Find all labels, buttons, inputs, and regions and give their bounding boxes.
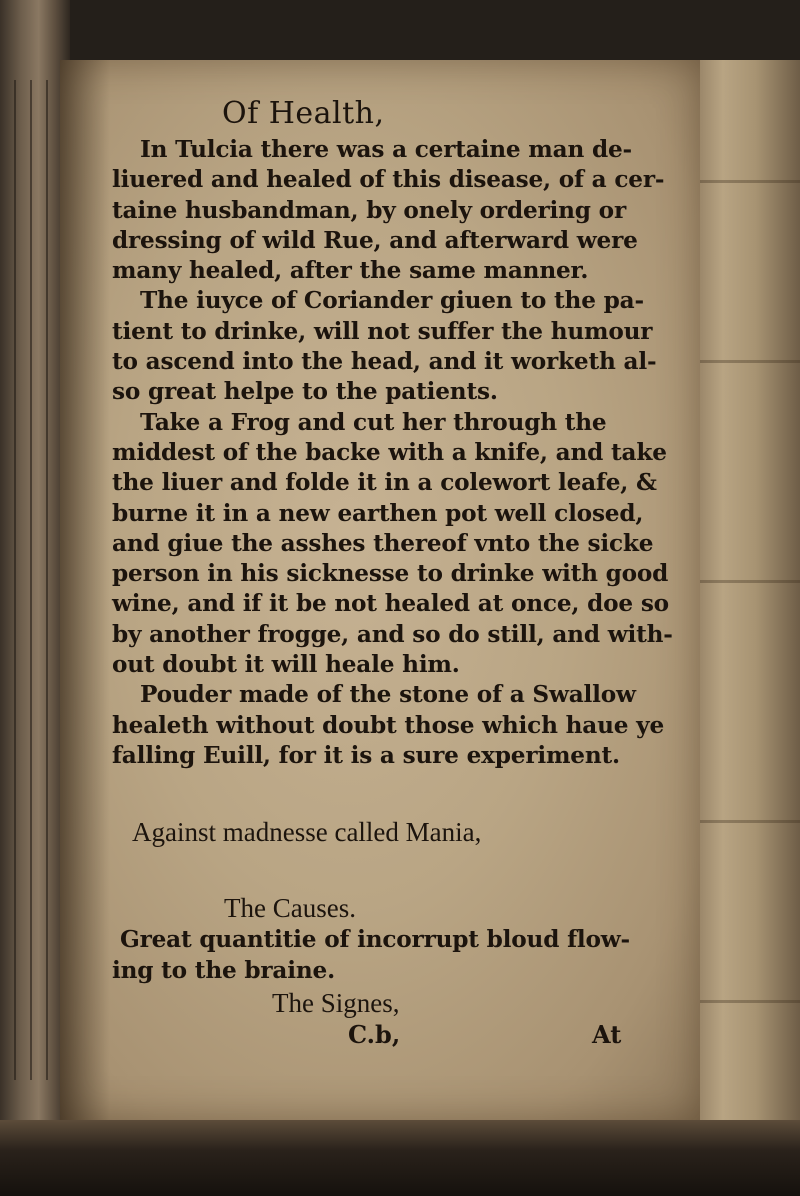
text-line: In Tulcia there was a certaine man de- (140, 136, 632, 163)
leaf-edge (46, 80, 48, 1080)
text-line: and giue the asshes thereof vnto the sicke (112, 529, 654, 557)
section-heading: Against madnesse called Mania, (132, 817, 482, 848)
paragraph-tulcia (112, 135, 672, 286)
page-text (112, 96, 672, 1054)
text-line: The iuyce of Coriander giuen to the pa- (140, 287, 644, 315)
text-line: ing to the braine. (112, 956, 335, 984)
text-line: many healed, after the same manner. (112, 257, 589, 285)
text-line: dressing of wild Rue, and afterward were (112, 226, 638, 254)
paragraph-causes (112, 925, 672, 986)
text-line: falling Euill, for it is a sure experiment. (112, 741, 620, 769)
text-line: person in his sicknesse to drinke with good (112, 560, 669, 588)
page-stripe (690, 580, 800, 583)
paragraph-frog (112, 408, 672, 681)
text-line: tient to drinke, will not suffer the humour (112, 317, 653, 345)
text-line: so great helpe to the patients. (112, 378, 498, 406)
leaf-edge (30, 80, 32, 1080)
text-line: taine husbandman, by onely ordering or (112, 196, 626, 224)
text-line: Take a Frog and cut her through the (140, 408, 607, 436)
page-stripe (690, 360, 800, 363)
signature-mark: C.b, (348, 1019, 401, 1049)
leaf-edge (14, 80, 16, 1080)
page-stripe (690, 180, 800, 183)
text-line: wine, and if it be not healed at once, doe so (112, 590, 669, 618)
catchword: At (592, 1019, 622, 1049)
text-line: healeth without doubt those which haue ye (112, 711, 665, 739)
text-line: the liuer and folde it in a colewort leafe, & (112, 469, 657, 497)
page-stripe (690, 820, 800, 823)
text-line: burne it in a new earthen pot well closed, (112, 499, 644, 527)
signature-line (112, 1020, 672, 1054)
text-line: to ascend into the head, and it worketh al- (112, 348, 657, 376)
paragraph-coriander (112, 286, 672, 407)
gutter-shadow (60, 60, 110, 1120)
text-line: middest of the backe with a knife, and take (112, 438, 667, 466)
text-line: out doubt it will heale him. (112, 651, 460, 679)
right-page-stack (690, 60, 800, 1140)
bottom-shadow (0, 1120, 800, 1196)
signes-heading: The Signes, (272, 987, 400, 1018)
causes-heading: The Causes. (224, 893, 356, 924)
text-line: by another frogge, and so do still, and with- (112, 620, 673, 648)
paragraph-swallow (112, 680, 672, 771)
text-line: liuered and healed of this disease, of a cer- (112, 166, 665, 194)
text-line: Pouder made of the stone of a Swallow (140, 681, 636, 709)
running-head: Of Health, (222, 96, 385, 131)
page-stripe (690, 1000, 800, 1003)
text-line: Great quantitie of incorrupt bloud flow- (120, 926, 630, 954)
